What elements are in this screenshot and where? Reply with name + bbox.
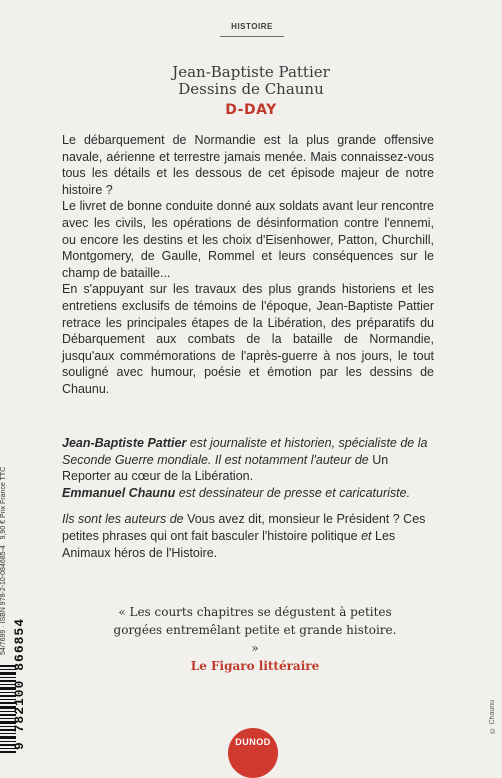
quote-text: « Les courts chapitres se dégustent à petites gorgées entremêlant petite et grande histoire. » — [113, 605, 397, 655]
authors-bio — [62, 435, 434, 561]
publisher-logo — [228, 728, 278, 778]
bio-author-desc: est journaliste et historien, spécialiste de la Seconde Guerre mondiale. Il est notamment l'auteur de — [62, 436, 428, 467]
image-credit: © Chaunu — [489, 700, 496, 734]
joint-book-2: Les Animaux héros de l'Histoire. — [62, 528, 396, 560]
author-name: Jean-Baptiste Pattier — [172, 63, 330, 81]
blurb — [62, 132, 434, 398]
illustrator-bio — [62, 485, 434, 502]
bio-illustrator-desc: est dessinateur de presse et caricaturiste. — [175, 485, 411, 500]
joint-book-1: Vous avez dit, monsieur le Président ? Ces petites phrases qui ont fait basculer l'histoire politique — [62, 512, 426, 543]
barcode-digits: 9 782100 866854 — [12, 617, 27, 750]
blurb-paragraph-1: Le débarquement de Normandie est la plus grande offensive navale, aérienne et terrestre jamais menée. Mais connaissez-vous tous les détails et les dessous de cet épisode majeur de notre histoire ? — [62, 133, 434, 197]
isbn-text: 54/7699 · ISBN 978-2-10-084685-4 — [0, 545, 7, 655]
joint-intro: Ils sont les auteurs de — [62, 512, 188, 527]
series-divider — [220, 36, 284, 37]
joint-and: et — [357, 528, 375, 543]
bio-illustrator-name: Emmanuel Chaunu — [62, 485, 176, 500]
series-label: HISTOIRE — [231, 22, 273, 31]
bio-author-name: Jean-Baptiste Pattier — [62, 436, 187, 450]
author-bio — [62, 435, 434, 485]
bio-author-book: Un Reporter au cœur de la Libération. — [62, 452, 389, 484]
joint-works — [62, 511, 434, 561]
blurb-paragraph-3: En s'appuyant sur les travaux des plus grands historiens et les entretiens exclusifs de témoins de l'époque, Jean-Baptiste Pattier retrace les principales étapes de la Libération, des préparatifs du Débarquement aux combats de la bataille de Normandie, jusqu'aux commémorations de l'après-guerre à nos jours, le tout souligné avec humour, poésie et émotion par les dessins de Chaunu. — [62, 282, 434, 396]
quote-source: Le Figaro littéraire — [190, 659, 320, 673]
book-header — [100, 64, 402, 118]
blurb-paragraph-2: Le livret de bonne conduite donné aux soldats avant leur rencontre avec les civils, les opérations de désinformation contre l'ennemi, ou encore les destins et les choix d'Eisenhower, Patton, Churchill, Montgomery, de Gaulle, Rommel et leurs conséquences sur le champ de bataille... — [62, 199, 434, 280]
publisher-name: DUNOD — [235, 737, 271, 747]
illustrator-credit: Dessins de Chaunu — [178, 80, 324, 98]
book-title: D-DAY — [225, 102, 277, 118]
press-quote — [110, 603, 400, 675]
price-text: 9,90 € Prix France TTC — [0, 466, 7, 540]
